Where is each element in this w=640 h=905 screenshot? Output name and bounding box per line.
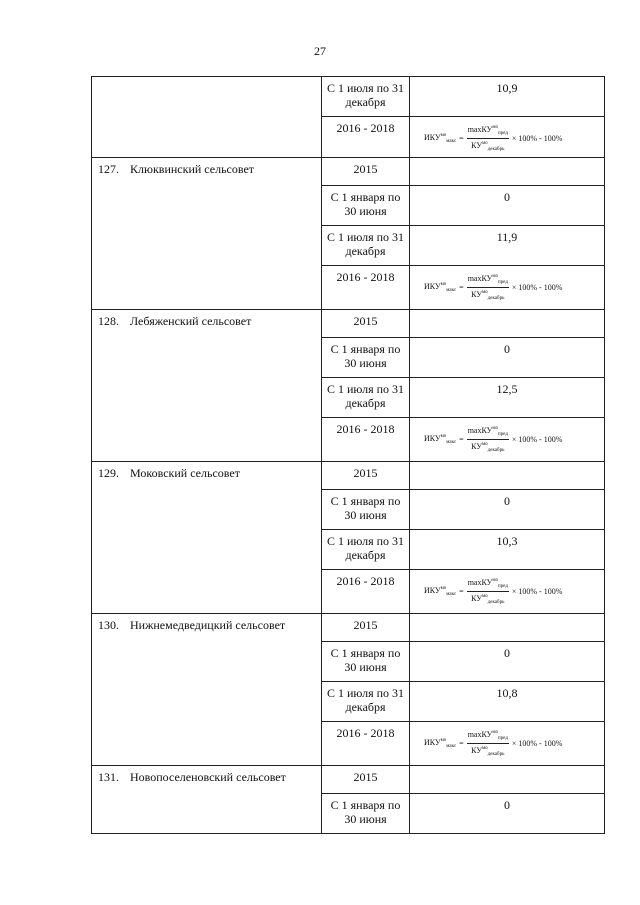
- index-formula: [410, 570, 604, 607]
- formula-denominator: $КУ^{мо}_{декабрь}$: [471, 594, 505, 605]
- value-text: 10,9: [496, 81, 518, 95]
- formula-lhs: $ИКУ^{мо}_{макс}$: [424, 434, 457, 445]
- value-text: 11,9: [496, 230, 518, 244]
- row-number: 130.: [98, 618, 119, 632]
- formula-fraction: [467, 728, 509, 759]
- period-text: С 1 июля по 31 декабря: [326, 686, 405, 714]
- formula-lhs: $ИКУ^{мо}_{макс}$: [424, 133, 457, 144]
- formula-numerator: maxКУ$^{мо}_{пред}$: [467, 424, 509, 440]
- period-cell: [322, 642, 410, 682]
- tariff-index-table: [91, 76, 605, 834]
- value-text: [410, 310, 604, 314]
- value-text: [410, 462, 604, 466]
- value-text: [410, 766, 604, 770]
- row-number: 131.: [98, 770, 119, 784]
- period-cell: [322, 186, 410, 226]
- period-text: 2016 - 2018: [336, 574, 395, 588]
- period-text: С 1 января по 30 июня: [330, 494, 401, 522]
- period-cell: [322, 77, 410, 117]
- value-text: [410, 614, 604, 618]
- formula-equals: =: [459, 435, 464, 444]
- formula-cell: [410, 722, 605, 766]
- formula-fraction: [467, 123, 509, 154]
- period-text: 2015: [353, 618, 378, 632]
- formula-denominator: $КУ^{мо}_{декабрь}$: [471, 290, 505, 301]
- formula-lhs: $ИКУ^{мо}_{макс}$: [424, 282, 457, 293]
- period-cell: [322, 338, 410, 378]
- period-cell: [322, 418, 410, 462]
- period-text: 2016 - 2018: [336, 121, 395, 135]
- formula-denominator: $КУ^{мо}_{декабрь}$: [471, 442, 505, 453]
- value-text: 0: [504, 798, 510, 812]
- municipality-cell: [92, 77, 322, 158]
- formula-numerator: maxКУ$^{мо}_{пред}$: [467, 123, 509, 139]
- municipality-cell: [92, 462, 322, 614]
- municipality-name: Клюквинский сельсовет: [130, 162, 255, 176]
- formula-numerator: maxКУ$^{мо}_{пред}$: [467, 272, 509, 288]
- period-text: С 1 июля по 31 декабря: [326, 534, 405, 562]
- formula-equals: =: [459, 739, 464, 748]
- municipality-name: Лебяженский сельсовет: [130, 314, 252, 328]
- formula-cell: [410, 117, 605, 158]
- formula-fraction: [467, 272, 509, 303]
- municipality-name: Моковский сельсовет: [130, 466, 240, 480]
- period-text: С 1 июля по 31 декабря: [326, 81, 405, 109]
- municipality-cell: [92, 766, 322, 834]
- period-text: 2015: [353, 314, 378, 328]
- value-cell: [410, 614, 605, 642]
- formula-cell: [410, 570, 605, 614]
- formula-lhs: $ИКУ^{мо}_{макс}$: [424, 738, 457, 749]
- index-formula: [410, 722, 604, 759]
- period-text: С 1 января по 30 июня: [330, 190, 401, 218]
- table-row: [92, 462, 605, 490]
- value-cell: [410, 186, 605, 226]
- value-text: 10,8: [496, 686, 518, 700]
- formula-lhs: $ИКУ^{мо}_{макс}$: [424, 586, 457, 597]
- value-cell: [410, 766, 605, 794]
- formula-numerator: maxКУ$^{мо}_{пред}$: [467, 728, 509, 744]
- period-cell: [322, 794, 410, 834]
- period-cell: [322, 490, 410, 530]
- period-text: С 1 января по 30 июня: [330, 798, 401, 826]
- municipality-cell: [92, 158, 322, 310]
- value-text: 12,5: [496, 382, 518, 396]
- page-number: 27: [314, 44, 326, 58]
- value-text: [410, 158, 604, 162]
- period-cell: [322, 462, 410, 490]
- period-cell: [322, 722, 410, 766]
- period-text: 2015: [353, 162, 378, 176]
- period-cell: [322, 682, 410, 722]
- period-text: С 1 января по 30 июня: [330, 646, 401, 674]
- value-cell: [410, 378, 605, 418]
- value-cell: [410, 462, 605, 490]
- period-text: С 1 июля по 31 декабря: [326, 382, 405, 410]
- formula-cell: [410, 266, 605, 310]
- period-cell: [322, 766, 410, 794]
- formula-equals: =: [459, 134, 464, 143]
- table-row: [92, 310, 605, 338]
- period-cell: [322, 310, 410, 338]
- value-text: 0: [504, 494, 510, 508]
- index-formula: [410, 418, 604, 455]
- period-text: С 1 июля по 31 декабря: [326, 230, 405, 258]
- row-number: 129.: [98, 466, 119, 480]
- formula-fraction: [467, 424, 509, 455]
- period-text: 2016 - 2018: [336, 422, 395, 436]
- value-cell: [410, 642, 605, 682]
- period-cell: [322, 226, 410, 266]
- period-cell: [322, 570, 410, 614]
- formula-cell: [410, 418, 605, 462]
- period-text: 2016 - 2018: [336, 270, 395, 284]
- formula-tail: × 100% - 100%: [511, 587, 563, 596]
- value-cell: [410, 158, 605, 186]
- value-cell: [410, 682, 605, 722]
- municipality-cell: [92, 614, 322, 766]
- period-text: 2015: [353, 770, 378, 784]
- table-row: [92, 614, 605, 642]
- formula-tail: × 100% - 100%: [511, 435, 563, 444]
- index-formula: [410, 117, 604, 154]
- row-number: 127.: [98, 162, 119, 176]
- table-row: [92, 77, 605, 117]
- value-cell: [410, 490, 605, 530]
- value-cell: [410, 226, 605, 266]
- row-number: 128.: [98, 314, 119, 328]
- value-text: 0: [504, 342, 510, 356]
- index-formula: [410, 266, 604, 303]
- value-cell: [410, 794, 605, 834]
- formula-fraction: [467, 576, 509, 607]
- value-cell: [410, 77, 605, 117]
- value-text: 10,3: [496, 534, 518, 548]
- table-row: [92, 766, 605, 794]
- municipality-cell: [92, 310, 322, 462]
- formula-numerator: maxКУ$^{мо}_{пред}$: [467, 576, 509, 592]
- formula-equals: =: [459, 283, 464, 292]
- period-text: С 1 января по 30 июня: [330, 342, 401, 370]
- period-cell: [322, 117, 410, 158]
- period-text: 2015: [353, 466, 378, 480]
- formula-tail: × 100% - 100%: [511, 283, 563, 292]
- period-cell: [322, 158, 410, 186]
- period-cell: [322, 614, 410, 642]
- formula-equals: =: [459, 587, 464, 596]
- formula-tail: × 100% - 100%: [511, 739, 563, 748]
- value-text: 0: [504, 646, 510, 660]
- period-cell: [322, 266, 410, 310]
- period-cell: [322, 530, 410, 570]
- value-cell: [410, 338, 605, 378]
- value-cell: [410, 530, 605, 570]
- value-text: 0: [504, 190, 510, 204]
- formula-tail: × 100% - 100%: [511, 134, 563, 143]
- value-cell: [410, 310, 605, 338]
- period-text: 2016 - 2018: [336, 726, 395, 740]
- formula-denominator: $КУ^{мо}_{декабрь}$: [471, 746, 505, 757]
- municipality-name: Нижнемедведицкий сельсовет: [130, 618, 286, 632]
- formula-denominator: $КУ^{мо}_{декабрь}$: [471, 141, 505, 152]
- municipality-name: Новопоселеновский сельсовет: [130, 770, 286, 784]
- period-cell: [322, 378, 410, 418]
- table-row: [92, 158, 605, 186]
